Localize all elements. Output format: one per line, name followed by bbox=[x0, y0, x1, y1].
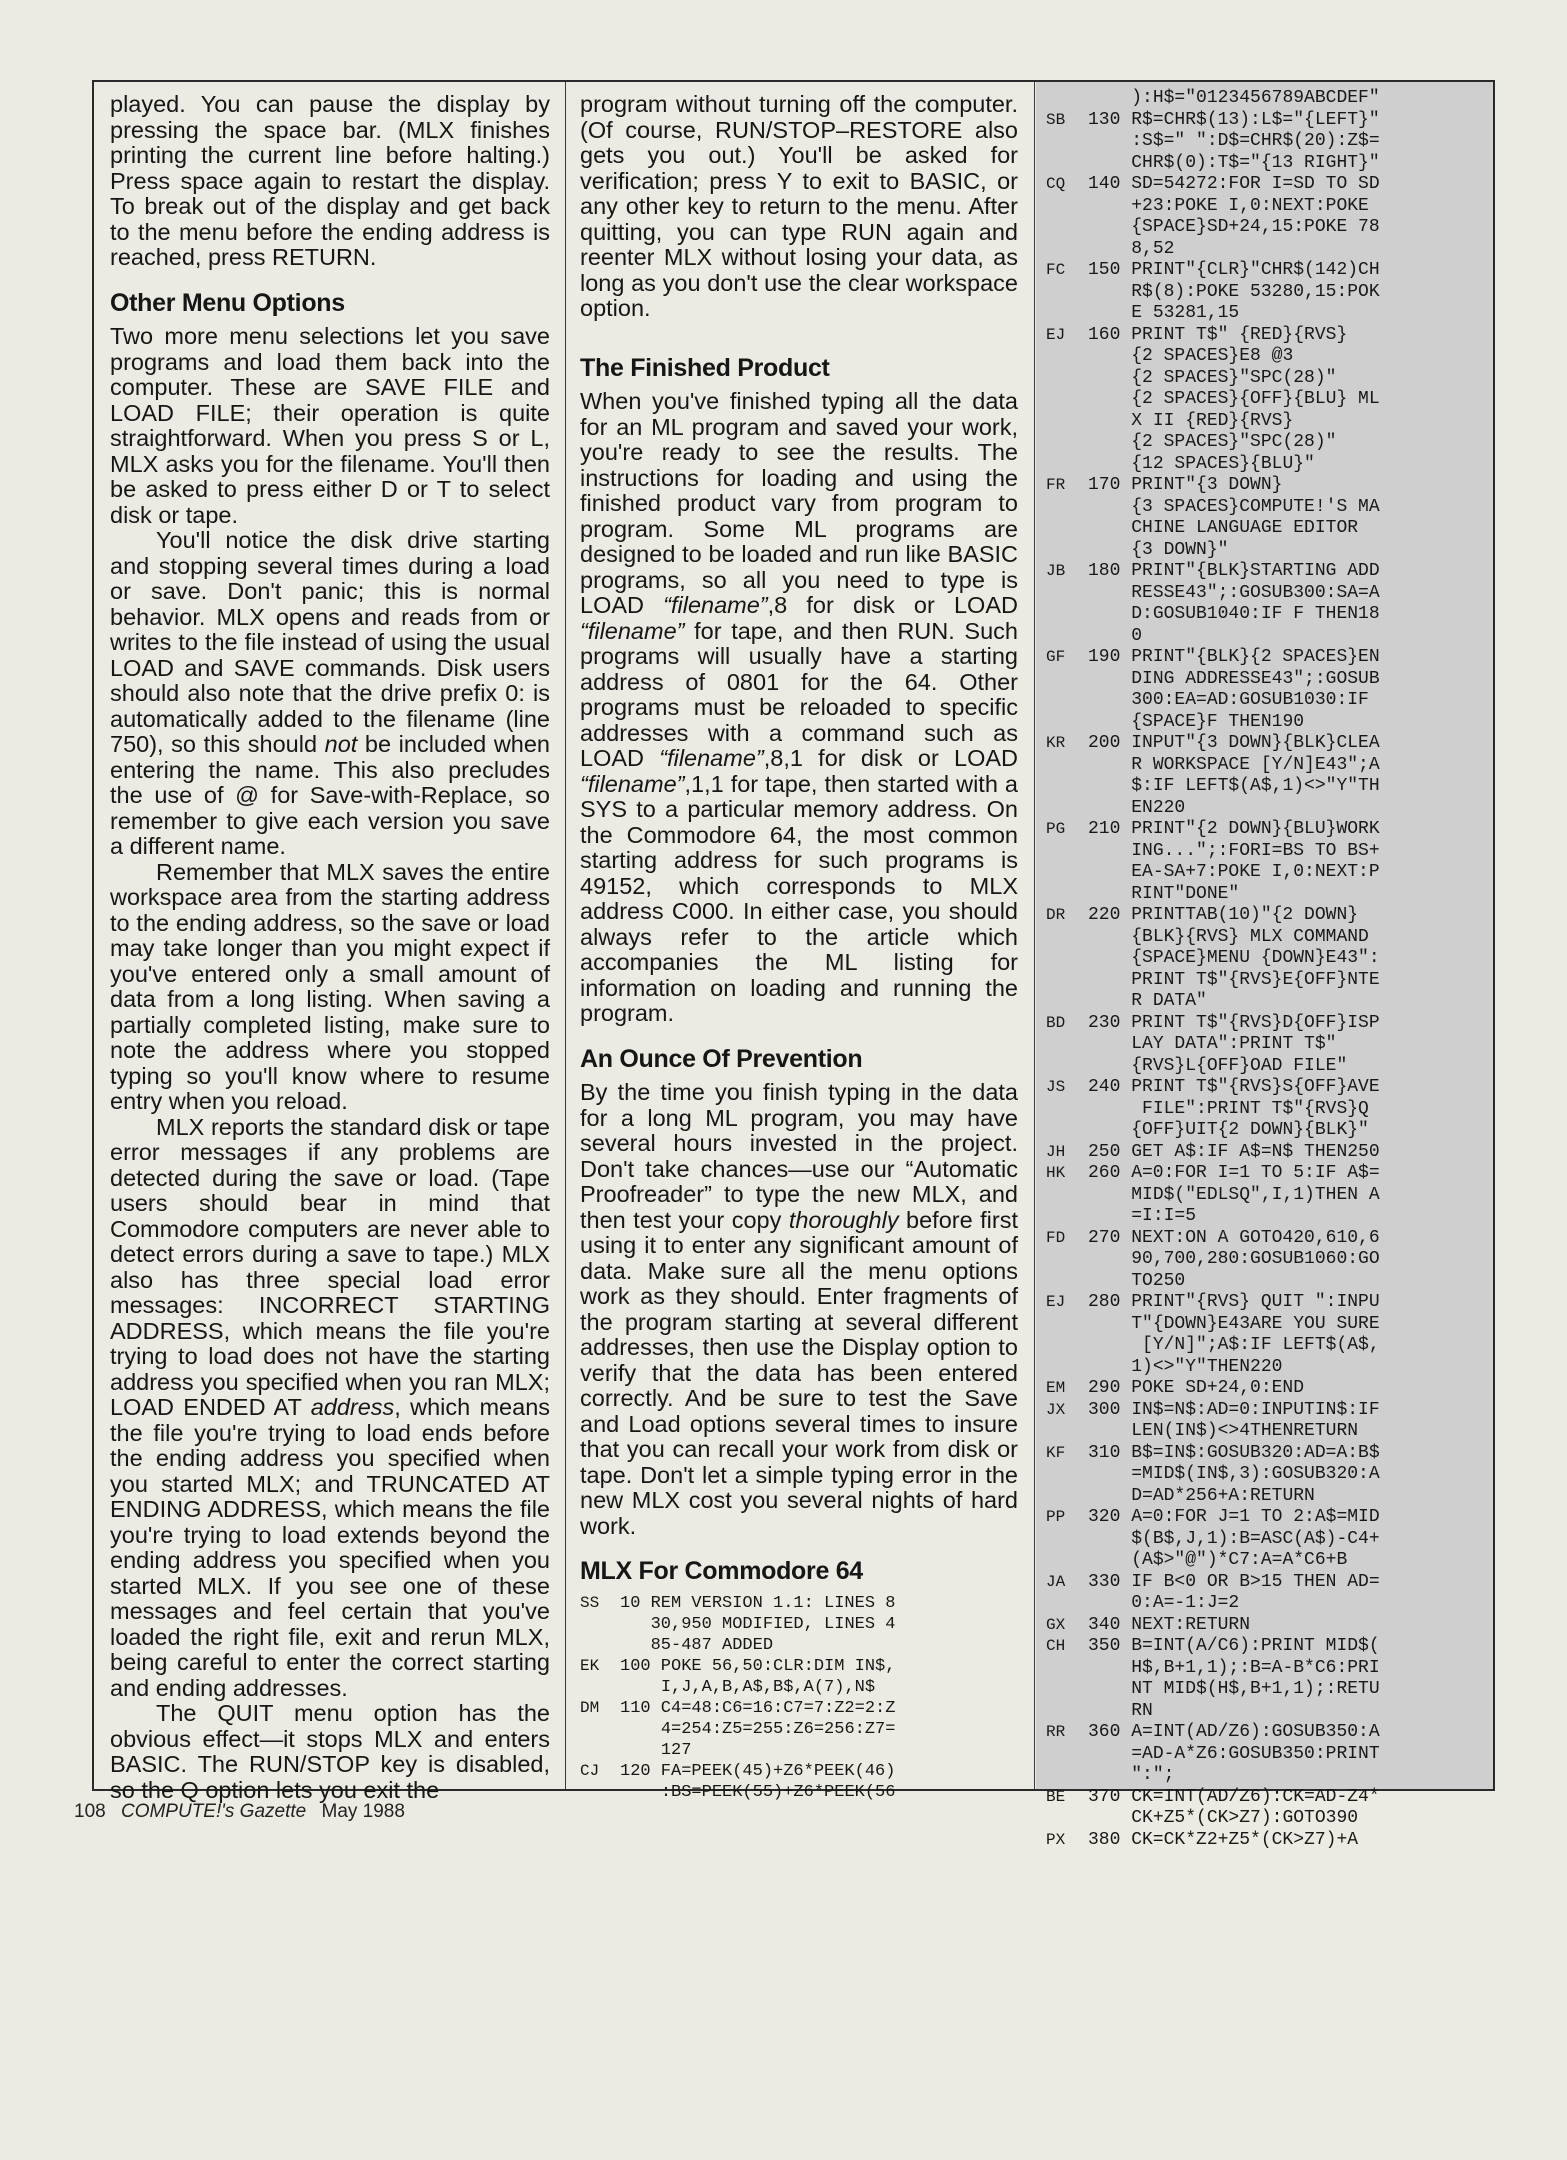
basic-code: 180 PRINT"{BLK}STARTING ADD RESSE43";:GOSUB300:SA=A D:GOSUB1040:IF F THEN18 0 bbox=[1088, 561, 1380, 646]
listing-line bbox=[1046, 1787, 1491, 1830]
listing-line bbox=[1046, 1400, 1491, 1443]
checksum-code: BD bbox=[1046, 1013, 1066, 1032]
paragraph: When you've finished typing all the data for an ML program and saved your work, you're ready to see the results. The instructions for loading and using the finished product vary from program to program. Some ML programs are designed to be loaded and run like BASIC programs, so all you need to type is LOAD “filename”,8 for disk or LOAD “filename” for tape, and then RUN. Such programs will usually have a starting address of 0801 for the 64. Other programs must be reloaded to specific addresses with a command such as LOAD “filename”,8,1 for disk or LOAD “filename”,1,1 for tape, then started with a SYS to a particular memory address. On the Commodore 64, the most common starting address for such programs is 49152, which corresponds to MLX address C000. In either case, you should always refer to the article which accompanies the ML listing for information on loading and running the program. bbox=[580, 388, 1019, 1026]
checksum-code: JA bbox=[1046, 1572, 1066, 1591]
checksum-code: DR bbox=[1046, 906, 1066, 924]
basic-code: 240 PRINT T$"{RVS}S{OFF}AVE FILE":PRINT T$"{RVS}Q {OFF}UIT{2 DOWN}{BLK}" bbox=[1088, 1077, 1380, 1140]
listing-line bbox=[580, 1761, 1018, 1803]
issue-date: May 1988 bbox=[321, 1801, 405, 1822]
paragraph: MLX reports the standard disk or tape error messages if any problems are detected during the save or load. (Tape users should bear in mind that Commodore computers are never able to detect errors during a save to tape.) MLX also has three special load error messages: INCORRECT STARTING ADDRESS, which means the file you're trying to load does not have the starting address you specified when you ran MLX; LOAD ENDED AT address, which means the file you're trying to load ends before the ending address you specified when you started MLX; and TRUNCATED AT ENDING ADDRESS, which means the file you're trying to load extends beyond the ending address you specified when you started MLX. If you see one of these messages and feel certain that you've loaded the right file, exit and rerun MLX, being careful to enter the correct starting and ending addresses. bbox=[110, 1113, 551, 1701]
checksum-code: EJ bbox=[1046, 325, 1066, 344]
listing-line bbox=[1046, 1830, 1491, 1852]
listing-line bbox=[1046, 1507, 1491, 1572]
basic-code: ):H$="0123456789ABCDEF" bbox=[1088, 88, 1380, 108]
basic-code: 140 SD=54272:FOR I=SD TO SD +23:POKE I,0:NEXT:POKE {SPACE}SD+24,15:POKE 78 8,52 bbox=[1088, 174, 1380, 259]
basic-code: 270 NEXT:ON A GOTO420,610,6 90,700,280:GOSUB1060:GO TO250 bbox=[1088, 1227, 1380, 1291]
page-number: 108 bbox=[74, 1801, 106, 1822]
basic-code: 190 PRINT"{BLK}{2 SPACES}EN DING ADDRESSE43";:GOSUB 300:EA=AD:GOSUB1030:IF {SPACE}F THEN190 bbox=[1088, 647, 1380, 732]
listing-line bbox=[1046, 1292, 1491, 1378]
basic-code: 280 PRINT"{RVS} QUIT ":INPU T"{DOWN}E43ARE YOU SURE [Y/N]";A$:IF LEFT$(A$, 1)<>"Y"THEN220 bbox=[1088, 1292, 1380, 1377]
checksum-code: KF bbox=[1046, 1443, 1066, 1462]
listing-line bbox=[1046, 1077, 1491, 1142]
listing-line bbox=[1046, 819, 1491, 905]
checksum-code: PX bbox=[1046, 1830, 1066, 1849]
basic-code: 290 POKE SD+24,0:END bbox=[1088, 1378, 1305, 1398]
paragraph: program without turning off the computer. (Of course, RUN/STOP–RESTORE also gets you out.) You'll be asked for verification; press Y to exit to BASIC, or any other key to return to the menu. After quitting, you can type RUN again and reenter MLX without losing your data, as long as you don't use the clear workspace option. bbox=[580, 91, 1018, 321]
basic-code: 300 IN$=N$:AD=0:INPUTIN$:IF LEN(IN$)<>4THENRETURN bbox=[1088, 1399, 1380, 1441]
listing-line bbox=[1046, 1615, 1491, 1637]
checksum-code: FC bbox=[1046, 261, 1066, 279]
checksum-code: BE bbox=[1046, 1787, 1066, 1806]
listing-line bbox=[1046, 1013, 1491, 1078]
listing-line bbox=[1046, 1572, 1491, 1615]
checksum-code: SB bbox=[1046, 110, 1066, 129]
checksum-code: JH bbox=[1046, 1142, 1066, 1161]
magazine-name: COMPUTE!'s Gazette bbox=[120, 1801, 307, 1822]
paragraph: Remember that MLX saves the entire workspace area from the starting address to the ending address, so the save or load may take longer than you might expect if you've entered only a small amount of data from a long listing. When saving a partially completed listing, make sure to note the address where you stopped typing so you'll know where to resume entry when you reload. bbox=[110, 858, 550, 1114]
program-listing bbox=[580, 1593, 1018, 1803]
basic-code: 170 PRINT"{3 DOWN} {3 SPACES}COMPUTE!'S MA CHINE LANGUAGE EDITOR {3 DOWN}" bbox=[1088, 475, 1380, 560]
listing-line bbox=[1046, 1722, 1491, 1787]
listing-line bbox=[1046, 1378, 1491, 1400]
program-listing-continued bbox=[1046, 88, 1491, 1850]
paragraph: The QUIT menu option has the obvious effect—it stops MLX and enters BASIC. The RUN/STOP key is disabled, so the Q option lets you exit the bbox=[110, 1700, 550, 1803]
section-heading-other-menu-options: Other Menu Options bbox=[110, 288, 345, 317]
column-1 bbox=[110, 91, 551, 1803]
basic-code: 330 IF B<0 OR B>15 THEN AD= 0:A=-1:J=2 bbox=[1088, 1571, 1380, 1613]
checksum-code: RR bbox=[1046, 1723, 1066, 1741]
checksum-code: CQ bbox=[1046, 175, 1066, 193]
checksum-code: JB bbox=[1046, 562, 1066, 580]
checksum-code: SS bbox=[580, 1593, 600, 1612]
section-heading-finished-product: The Finished Product bbox=[580, 353, 830, 382]
checksum-code: GX bbox=[1046, 1615, 1066, 1634]
basic-code: 100 POKE 56,50:CLR:DIM IN$, I,J,A,B,A$,B$,A(7),N$ bbox=[620, 1656, 896, 1697]
listing-line bbox=[580, 1698, 1018, 1761]
basic-code: 10 REM VERSION 1.1: LINES 8 30,950 MODIFIED, LINES 4 85-487 ADDED bbox=[620, 1593, 896, 1655]
checksum-code: CH bbox=[1046, 1637, 1066, 1655]
checksum-code: FD bbox=[1046, 1228, 1066, 1247]
basic-code: 310 B$=IN$:GOSUB320:AD=A:B$ =MID$(IN$,3):GOSUB320:A D=AD*256+A:RETURN bbox=[1088, 1442, 1380, 1506]
listing-line bbox=[1046, 1228, 1491, 1293]
page-footer bbox=[74, 1801, 415, 1823]
listing-line bbox=[580, 1656, 1018, 1698]
checksum-code: GF bbox=[1046, 648, 1066, 666]
basic-code: 380 CK=CK*Z2+Z5*(CK>Z7)+A bbox=[1088, 1829, 1359, 1850]
column-rule-2 bbox=[1034, 82, 1035, 1789]
listing-line bbox=[1046, 1142, 1491, 1164]
listing-line bbox=[580, 1593, 1018, 1656]
checksum-code: EM bbox=[1046, 1379, 1066, 1397]
basic-code: 260 A=0:FOR I=1 TO 5:IF A$= MID$("EDLSQ",I,1)THEN A =I:I=5 bbox=[1088, 1163, 1380, 1226]
listing-line bbox=[1046, 561, 1491, 647]
basic-code: 130 R$=CHR$(13):L$="{LEFT}" :S$=" ":D$=CHR$(20):Z$= CHR$(0):T$="{13 RIGHT}" bbox=[1088, 109, 1380, 173]
basic-code: 320 A=0:FOR J=1 TO 2:A$=MID $(B$,J,1):B=ASC(A$)-C4+ (A$>"@")*C7:A=A*C6+B bbox=[1088, 1507, 1380, 1570]
listing-line bbox=[1046, 1163, 1491, 1228]
column-rule-1 bbox=[565, 82, 566, 1789]
listing-line bbox=[1046, 1636, 1491, 1722]
section-heading-ounce-of-prevention: An Ounce Of Prevention bbox=[580, 1044, 863, 1073]
listing-line bbox=[1046, 905, 1491, 1013]
checksum-code: FR bbox=[1046, 476, 1066, 494]
basic-code: 230 PRINT T$"{RVS}D{OFF}ISP LAY DATA":PRINT T$" {RVS}L{OFF}OAD FILE" bbox=[1088, 1012, 1380, 1076]
basic-code: 120 FA=PEEK(45)+Z6*PEEK(46) :BS=PEEK(55)+Z6*PEEK(56 bbox=[620, 1761, 896, 1802]
paragraph: played. You can pause the display by pressing the space bar. (MLX finishes printing the current line before halting.) Press space again to restart the display. To break out of the display and get back to the menu before the ending address is reached, press RETURN. bbox=[110, 91, 550, 270]
basic-code: 160 PRINT T$" {RED}{RVS} {2 SPACES}E8 @3 {2 SPACES}"SPC(28)" {2 SPACES}{OFF}{BLU} ML X II {RED}{RVS} {2 SPACES}"SPC(28)" {12 SPACES}{BLU}" bbox=[1088, 324, 1380, 474]
checksum-code: EK bbox=[580, 1656, 600, 1675]
checksum-code: HK bbox=[1046, 1164, 1066, 1182]
basic-code: 200 INPUT"{3 DOWN}{BLK}CLEA R WORKSPACE [Y/N]E43";A $:IF LEFT$(A$,1)<>"Y"TH EN220 bbox=[1088, 733, 1380, 818]
checksum-code: CJ bbox=[580, 1761, 600, 1780]
checksum-code: KR bbox=[1046, 734, 1066, 752]
checksum-code: JS bbox=[1046, 1078, 1066, 1096]
basic-code: 350 B=INT(A/C6):PRINT MID$( H$,B+1,1);:B=A-B*C6:PRI NT MID$(H$,B+1,1);:RETU RN bbox=[1088, 1636, 1380, 1721]
basic-code: 220 PRINTTAB(10)"{2 DOWN} {BLK}{RVS} MLX COMMAND {SPACE}MENU {DOWN}E43": PRINT T$"{RVS}E{OFF}NTE R DATA" bbox=[1088, 905, 1380, 1011]
listing-line bbox=[1046, 733, 1491, 819]
listing-line bbox=[1046, 325, 1491, 476]
basic-code: 250 GET A$:IF A$=N$ THEN250 bbox=[1088, 1141, 1380, 1162]
basic-code: 360 A=INT(AD/Z6):GOSUB350:A =AD-A*Z6:GOSUB350:PRINT ":"; bbox=[1088, 1722, 1380, 1785]
basic-code: 150 PRINT"{CLR}"CHR$(142)CH R$(8):POKE 53280,15:POK E 53281,15 bbox=[1088, 260, 1380, 323]
section-heading-mlx-for-commodore-64: MLX For Commodore 64 bbox=[580, 1557, 863, 1585]
listing-line bbox=[1046, 1443, 1491, 1508]
paragraph: You'll notice the disk drive starting and stopping several times during a load or save. Don't panic; this is normal behavior. MLX opens and reads from or writes to the file instead of using the usual LOAD and SAVE commands. Disk users should also note that the drive prefix 0: is automatically added to the filename (line 750), so this should not be included when entering the name. This also precludes the use of @ for Save-with-Replace, so remember to give each version you save a different name. bbox=[110, 527, 550, 859]
basic-code: 210 PRINT"{2 DOWN}{BLU}WORK ING...";:FORI=BS TO BS+ EA-SA+7:POKE I,0:NEXT:P RINT"DONE" bbox=[1088, 819, 1380, 904]
basic-code: 110 C4=48:C6=16:C7=7:Z2=2:Z 4=254:Z5=255:Z6=256:Z7= 127 bbox=[620, 1698, 896, 1760]
listing-line bbox=[1046, 475, 1491, 561]
checksum-code: EJ bbox=[1046, 1293, 1066, 1311]
checksum-code: PP bbox=[1046, 1508, 1066, 1526]
basic-code: 370 CK=INT(AD/Z6):CK=AD-Z4* CK+Z5*(CK>Z7):GOTO390 bbox=[1088, 1786, 1380, 1828]
checksum-code: PG bbox=[1046, 820, 1066, 838]
paragraph: By the time you finish typing in the data for a long ML program, you may have several hours invested in the project. Don't take chances—use our “Automatic Proofreader” to type the new MLX, and then test your copy thoroughly before first using it to enter any significant amount of data. Make sure all the menu options work as they should. Enter fragments of the program starting at several different addresses, then use the Display option to verify that the data has been entered correctly. And be sure to test the Save and Load options several times to insure that you can recall your work from disk or tape. Don't let a simple typing error in the new MLX cost you several nights of hard work. bbox=[580, 1079, 1018, 1539]
paragraph: Two more menu selections let you save programs and load them back into the computer. These are SAVE FILE and LOAD FILE; their operation is quite straightforward. When you press S or L, MLX asks you for the filename. You'll then be asked to press either D or T to select disk or tape. bbox=[110, 323, 550, 528]
listing-line bbox=[1046, 647, 1491, 733]
checksum-code: JX bbox=[1046, 1400, 1066, 1419]
listing-line bbox=[1046, 174, 1491, 260]
checksum-code: DM bbox=[580, 1698, 600, 1717]
listing-line bbox=[1046, 110, 1491, 175]
listing-line bbox=[1046, 260, 1491, 325]
basic-code: 340 NEXT:RETURN bbox=[1088, 1614, 1251, 1635]
column-2 bbox=[580, 91, 1019, 1802]
listing-line bbox=[1046, 88, 1491, 110]
